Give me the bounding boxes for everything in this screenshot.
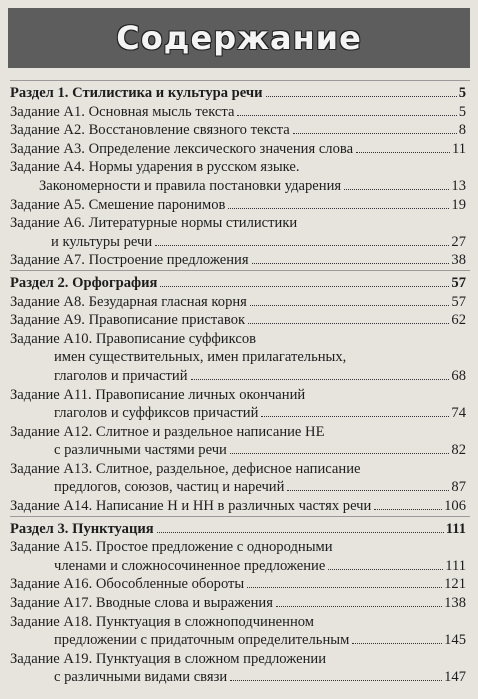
toc-text: Задание А4. Нормы ударения в русском языке. (10, 159, 300, 176)
section-heading (10, 84, 470, 103)
dot-leader (155, 245, 449, 246)
toc-text: имен существительных, имен прилагательных, (54, 349, 347, 366)
toc-entry (10, 460, 470, 497)
toc-entry (10, 538, 470, 575)
page-number: 111 (445, 557, 466, 574)
toc-line (10, 196, 470, 215)
toc-text: и культуры речи (51, 233, 153, 250)
table-of-contents (10, 80, 470, 687)
toc-line (10, 330, 470, 349)
dot-leader (237, 115, 456, 116)
dot-leader (293, 133, 457, 134)
toc-text: Закономерности и правила постановки ударения (39, 177, 342, 194)
toc-text: членами и сложносочиненное предложение (54, 557, 326, 574)
toc-line (10, 251, 470, 270)
toc-text: Задание А17. Вводные слова и выражения (10, 595, 273, 612)
toc-entry (10, 650, 470, 687)
toc-section-3 (10, 516, 470, 687)
toc-line (10, 441, 470, 460)
page-number: 57 (451, 274, 466, 291)
dot-leader (287, 490, 449, 491)
toc-line (10, 613, 470, 632)
page-number: 74 (451, 405, 466, 422)
toc-line (10, 668, 470, 687)
toc-entry (10, 214, 470, 251)
page-number: 121 (444, 576, 466, 593)
toc-line (10, 631, 470, 650)
toc-entry (10, 196, 470, 215)
dot-leader (261, 416, 449, 417)
dot-leader (160, 286, 449, 287)
title-banner (8, 8, 470, 68)
toc-line (10, 103, 470, 122)
toc-line (10, 121, 470, 140)
dot-leader (191, 379, 450, 380)
section-heading (10, 274, 470, 293)
toc-line (10, 538, 470, 557)
toc-line (10, 650, 470, 669)
page-title: Содержание (116, 19, 362, 57)
page-number: 82 (451, 442, 466, 459)
page-number: 8 (458, 122, 466, 139)
page-number: 13 (451, 177, 466, 194)
dot-leader (247, 587, 442, 588)
toc-text: Задание А12. Слитное и раздельное написание НЕ (10, 423, 325, 440)
toc-line (10, 594, 470, 613)
toc-line (10, 348, 470, 367)
page-number: 68 (451, 367, 466, 384)
dot-leader (276, 606, 442, 607)
toc-text: Задание А8. Безударная гласная корня (10, 293, 247, 310)
toc-line (10, 214, 470, 233)
toc-text: Задание А2. Восстановление связного текста (10, 122, 290, 139)
toc-entry (10, 158, 470, 195)
toc-text: с различными видами связи (54, 669, 228, 686)
page-number: 11 (451, 140, 466, 157)
dot-leader (230, 680, 442, 681)
toc-text: Задание А13. Слитное, раздельное, дефисное написание (10, 460, 361, 477)
dot-leader (228, 208, 449, 209)
toc-line (10, 233, 470, 252)
page-number: 111 (445, 520, 466, 537)
toc-entry (10, 121, 470, 140)
page-number: 138 (444, 595, 466, 612)
page-number: 5 (458, 103, 466, 120)
toc-line (10, 293, 470, 312)
toc-entry (10, 386, 470, 423)
dot-leader (344, 189, 449, 190)
toc-text: с различными частями речи (54, 442, 227, 459)
toc-text: Задание А6. Литературные нормы стилистики (10, 215, 298, 232)
toc-section-1 (10, 84, 470, 270)
page-number: 62 (451, 312, 466, 329)
dot-leader (374, 509, 442, 510)
toc-text: Задание А14. Написание Н и НН в различных частях речи (10, 498, 372, 515)
toc-text: Задание А18. Пунктуация в сложноподчиненном (10, 613, 315, 630)
toc-text: Задание А1. Основная мысль текста (10, 103, 235, 120)
toc-entry (10, 103, 470, 122)
page-number: 5 (458, 85, 466, 101)
toc-entry (10, 497, 470, 516)
toc-text: Задание А5. Смешение паронимов (10, 196, 226, 213)
dot-leader (248, 323, 449, 324)
toc-text: Раздел 3. Пунктуация (10, 520, 154, 537)
page-number: 147 (444, 669, 466, 686)
toc-line (10, 557, 470, 576)
toc-line (10, 404, 470, 423)
toc-entry (10, 594, 470, 613)
toc-text: Задание А3. Определение лексического значения слова (10, 140, 354, 157)
toc-text: Задание А11. Правописание личных окончаний (10, 386, 306, 403)
toc-line (10, 177, 470, 196)
toc-entry (10, 423, 470, 460)
toc-line (10, 497, 470, 516)
toc-text: глаголов и причастий (54, 367, 188, 384)
dot-leader (328, 569, 443, 570)
toc-text: предложении с придаточным определительным (54, 632, 350, 649)
toc-text: Задание А19. Пунктуация в сложном предложении (10, 650, 327, 667)
toc-text: Раздел 2. Орфография (10, 274, 158, 291)
page-number: 57 (451, 293, 466, 310)
dot-leader (352, 643, 442, 644)
toc-text: глаголов и суффиксов причастий (54, 405, 259, 422)
toc-text: Задание А7. Построение предложения (10, 252, 249, 269)
toc-text: Задание А9. Правописание приставок (10, 312, 246, 329)
toc-text: Задание А10. Правописание суффиксов (10, 330, 257, 347)
toc-line (10, 158, 470, 177)
toc-line (10, 423, 470, 442)
toc-entry (10, 330, 470, 386)
toc-section-2 (10, 270, 470, 516)
page-number: 145 (444, 632, 466, 649)
dot-leader (250, 305, 450, 306)
toc-line (10, 311, 470, 330)
toc-entry (10, 140, 470, 159)
toc-entry (10, 251, 470, 270)
page-number: 38 (451, 252, 466, 269)
toc-line (10, 575, 470, 594)
toc-line (10, 460, 470, 479)
dot-leader (266, 96, 457, 97)
toc-entry (10, 311, 470, 330)
dot-leader (252, 263, 450, 264)
toc-entry (10, 613, 470, 650)
dot-leader (356, 152, 450, 153)
dot-leader (230, 453, 450, 454)
toc-line (10, 478, 470, 497)
toc-entry (10, 575, 470, 594)
page-number: 27 (451, 233, 466, 250)
toc-line (10, 367, 470, 386)
toc-text: предлогов, союзов, частиц и наречий (54, 479, 285, 496)
dot-leader (157, 532, 444, 533)
toc-line (10, 140, 470, 159)
page-number: 106 (444, 498, 466, 515)
section-heading (10, 520, 470, 539)
toc-text: Раздел 1. Стилистика и культура речи (10, 85, 263, 101)
toc-line (10, 386, 470, 405)
page-number: 19 (451, 196, 466, 213)
toc-entry (10, 293, 470, 312)
toc-text: Задание А15. Простое предложение с однородными (10, 539, 333, 556)
page-number: 87 (451, 479, 466, 496)
toc-text: Задание А16. Обособленные обороты (10, 576, 245, 593)
